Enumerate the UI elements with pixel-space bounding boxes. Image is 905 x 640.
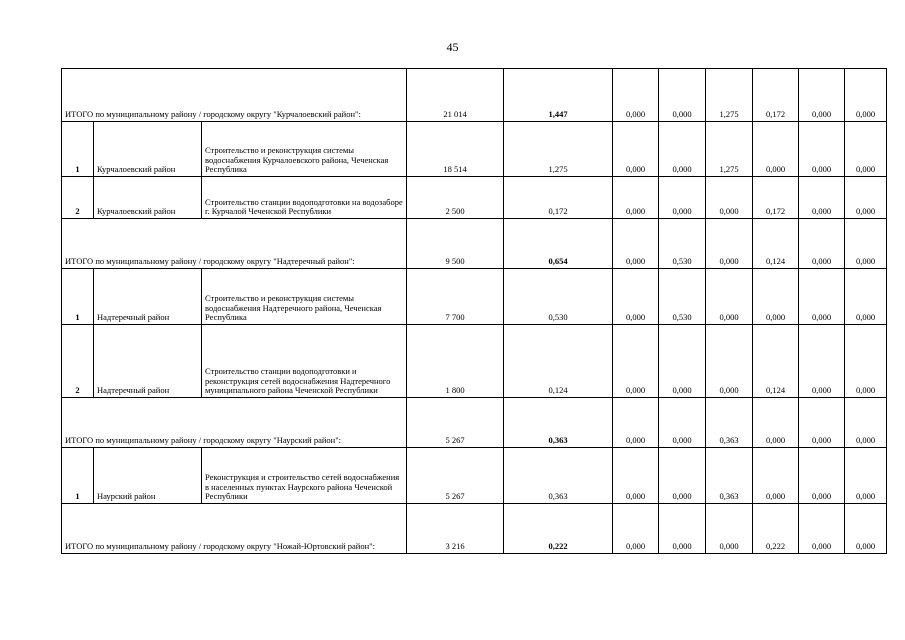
value-cell: 0,000 — [799, 69, 845, 122]
share-cell: 0,363 — [504, 398, 613, 448]
project-cell: Строительство станции водоподготовки и реконструкция сетей водоснабжения Надтеречного муниципального района Чеченской Республики — [202, 325, 407, 398]
row-index: 2 — [62, 177, 94, 219]
value-cell: 0,000 — [799, 398, 845, 448]
value-cell: 0,000 — [845, 448, 887, 504]
row-index: 1 — [62, 448, 94, 504]
value-cell: 0,363 — [706, 398, 753, 448]
cost-cell: 9 500 — [407, 219, 504, 269]
value-cell: 0,530 — [659, 269, 706, 325]
share-cell: 0,654 — [504, 219, 613, 269]
value-cell: 0,124 — [753, 325, 799, 398]
value-cell: 0,172 — [753, 177, 799, 219]
cost-cell: 3 216 — [407, 504, 504, 554]
value-cell: 0,000 — [845, 398, 887, 448]
row-index: 1 — [62, 122, 94, 177]
value-cell: 0,124 — [753, 219, 799, 269]
value-cell: 0,000 — [799, 219, 845, 269]
subtotal-row — [62, 504, 887, 554]
value-cell: 0,000 — [845, 177, 887, 219]
project-cell: Реконструкция и строительство сетей водоснабжения в населенных пунктах Наурского района Чеченской Республики — [202, 448, 407, 504]
cost-cell: 2 500 — [407, 177, 504, 219]
value-cell: 0,000 — [659, 69, 706, 122]
cost-cell: 1 800 — [407, 325, 504, 398]
project-cell: Строительство и реконструкция системы водоснабжения Курчалоевского района, Чеченская Республика — [202, 122, 407, 177]
share-cell: 1,275 — [504, 122, 613, 177]
value-cell: 0,000 — [799, 448, 845, 504]
value-cell: 0,000 — [845, 325, 887, 398]
project-cell: Строительство станции водоподготовки на водозаборе г. Курчалой Чеченской Республики — [202, 177, 407, 219]
value-cell: 0,000 — [753, 269, 799, 325]
table-row — [62, 325, 887, 398]
subtotal-row — [62, 398, 887, 448]
cost-cell: 5 267 — [407, 398, 504, 448]
table-row — [62, 177, 887, 219]
row-index: 2 — [62, 325, 94, 398]
value-cell: 0,000 — [845, 219, 887, 269]
value-cell: 0,000 — [753, 398, 799, 448]
value-cell: 0,000 — [659, 398, 706, 448]
table-row — [62, 448, 887, 504]
district-cell: Надтеречный район — [94, 269, 202, 325]
subtotal-label: ИТОГО по муниципальному району / городскому округу "Ножай-Юртовский район": — [62, 504, 407, 554]
value-cell: 0,222 — [753, 504, 799, 554]
share-cell: 0,530 — [504, 269, 613, 325]
value-cell: 0,000 — [613, 325, 659, 398]
value-cell: 0,000 — [613, 122, 659, 177]
project-cell: Строительство и реконструкция системы водоснабжения Надтеречного района, Чеченская Республика — [202, 269, 407, 325]
district-cell: Курчалоевский район — [94, 177, 202, 219]
page-number: 45 — [446, 40, 459, 54]
value-cell: 0,000 — [799, 325, 845, 398]
value-cell: 0,000 — [613, 219, 659, 269]
value-cell: 0,000 — [613, 269, 659, 325]
value-cell: 0,000 — [706, 177, 753, 219]
subtotal-row — [62, 69, 887, 122]
cost-cell: 18 514 — [407, 122, 504, 177]
value-cell: 0,000 — [799, 269, 845, 325]
district-cell: Курчалоевский район — [94, 122, 202, 177]
table-row — [62, 269, 887, 325]
value-cell: 0,000 — [659, 122, 706, 177]
subtotal-label: ИТОГО по муниципальному району / городскому округу "Курчалоевский район": — [62, 69, 407, 122]
value-cell: 0,172 — [753, 69, 799, 122]
value-cell: 0,000 — [845, 504, 887, 554]
cost-cell: 7 700 — [407, 269, 504, 325]
share-cell: 0,172 — [504, 177, 613, 219]
value-cell: 1,275 — [706, 122, 753, 177]
value-cell: 0,000 — [753, 122, 799, 177]
value-cell: 0,000 — [845, 69, 887, 122]
subtotal-label: ИТОГО по муниципальному району / городскому округу "Надтеречный район": — [62, 219, 407, 269]
district-cell: Наурский район — [94, 448, 202, 504]
value-cell: 1,275 — [706, 69, 753, 122]
value-cell: 0,530 — [659, 219, 706, 269]
share-cell: 0,222 — [504, 504, 613, 554]
cost-cell: 21 014 — [407, 69, 504, 122]
value-cell: 0,000 — [613, 448, 659, 504]
value-cell: 0,000 — [659, 448, 706, 504]
value-cell: 0,000 — [845, 122, 887, 177]
cost-cell: 5 267 — [407, 448, 504, 504]
value-cell: 0,000 — [613, 177, 659, 219]
value-cell: 0,000 — [799, 504, 845, 554]
table-row — [62, 122, 887, 177]
value-cell: 0,000 — [613, 504, 659, 554]
value-cell: 0,000 — [706, 325, 753, 398]
row-index: 1 — [62, 269, 94, 325]
value-cell: 0,000 — [613, 398, 659, 448]
value-cell: 0,363 — [706, 448, 753, 504]
value-cell: 0,000 — [659, 177, 706, 219]
value-cell: 0,000 — [659, 504, 706, 554]
value-cell: 0,000 — [845, 269, 887, 325]
value-cell: 0,000 — [706, 504, 753, 554]
subtotal-row — [62, 219, 887, 269]
share-cell: 0,363 — [504, 448, 613, 504]
value-cell: 0,000 — [706, 219, 753, 269]
value-cell: 0,000 — [799, 177, 845, 219]
value-cell: 0,000 — [799, 122, 845, 177]
district-cell: Надтеречный район — [94, 325, 202, 398]
subtotal-label: ИТОГО по муниципальному району / городскому округу "Наурский район": — [62, 398, 407, 448]
share-cell: 0,124 — [504, 325, 613, 398]
value-cell: 0,000 — [613, 69, 659, 122]
value-cell: 0,000 — [753, 448, 799, 504]
investment-table — [61, 68, 887, 554]
value-cell: 0,000 — [706, 269, 753, 325]
share-cell: 1,447 — [504, 69, 613, 122]
value-cell: 0,000 — [659, 325, 706, 398]
